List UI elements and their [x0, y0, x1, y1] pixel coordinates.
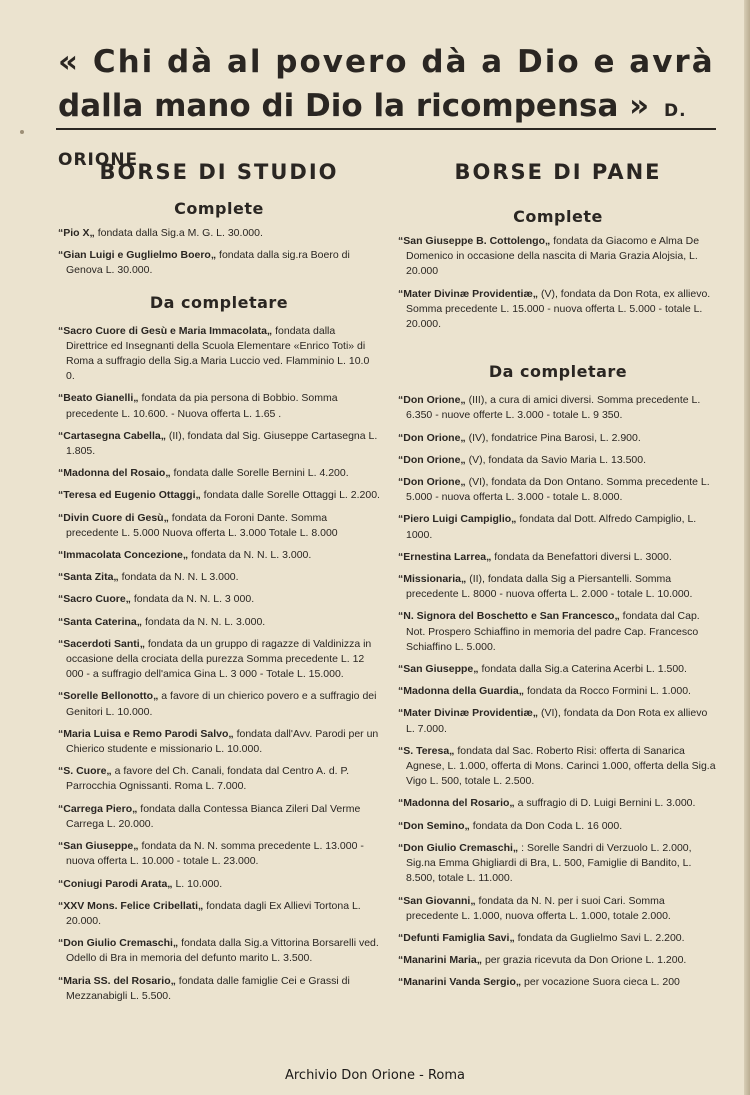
list-item [58, 248, 380, 278]
entry-name: “Carrega Piero„ [58, 802, 138, 815]
entry-name: “Defunti Famiglia Savi„ [398, 931, 515, 944]
entry-name: “San Giuseppe B. Cottolengo„ [398, 235, 551, 247]
entry-name: “Sacerdoti Santi„ [58, 637, 145, 650]
list-item [398, 953, 718, 968]
entry-text: (II), fondata dalla Sig a Piersantelli. Somma precedente L. 8000 - nuova offerta L. 2.000 - totale L. 10.000. [406, 573, 693, 601]
list-item [58, 592, 380, 607]
entry-text: fondata da N. N. per i suoi Cari. Somma precedente L. 1.000, nuova offerta L. 1.000, totale 2.000. [406, 894, 671, 922]
list-item [398, 706, 718, 736]
entry-text: fondata da Rocco Formini L. 1.000. [526, 685, 691, 698]
entry-name: “Immacolata Concezione„ [58, 549, 189, 562]
entry-text: L. 10.000. [175, 877, 223, 890]
list-item [58, 877, 380, 892]
entry-name: “Sorelle Bellonotto„ [58, 690, 159, 703]
entry-text: (III), a cura di amici diversi. Somma precedente L. 6.350 - nuove offerte L. 3.000 - totale L. 9 350. [406, 394, 701, 422]
list-item [398, 393, 718, 423]
entry-name: “San Giuseppe„ [398, 663, 479, 676]
entry-text: fondata da N. N. somma precedente L. 13.000 - nuova offerta L. 10.000 - totale L. 23.000. [66, 840, 364, 868]
entry-name: “Gian Luigi e Guglielmo Boero„ [58, 249, 217, 262]
list-item [58, 936, 380, 966]
archive-footer: Archivio Don Orione - Roma [284, 1068, 466, 1083]
entry-text: fondata dal Dott. Alfredo Campiglio, L. 1000. [406, 513, 697, 541]
column-borse-di-studio [58, 155, 380, 1011]
entry-name: “Don Semino„ [398, 819, 470, 832]
list-item [398, 572, 718, 602]
entry-text: (II), fondata dal Sig. Giuseppe Cartasegna L. 1.805. [66, 429, 378, 458]
header-rule [56, 128, 716, 130]
entry-name: “Cartasegna Cabella„ [58, 429, 166, 442]
list-item [398, 841, 718, 887]
entry-name: “Ernestina Larrea„ [398, 550, 492, 563]
entry-text: fondata dalle famiglie Cei e Grassi di Mezzanabigli L. 5.500. [66, 974, 350, 1002]
list-item [58, 764, 380, 794]
entry-text: fondata dalla sig.ra Boero di Genova L. 30.000. [66, 249, 350, 277]
entry-name: “XXV Mons. Felice Cribellati„ [58, 899, 204, 912]
section-title-complete: Complete [174, 199, 264, 218]
entry-text: a suffragio di D. Luigi Bernini L. 3.000. [517, 797, 696, 810]
section-title-pending: Da completare [488, 362, 628, 382]
list-item [398, 662, 718, 677]
list-item [58, 899, 380, 929]
list-item [398, 819, 718, 834]
column-borse-di-pane [398, 155, 718, 998]
motto-line-1: « Chi dà al povero dà a Dio e avrà [58, 44, 715, 80]
entry-text: fondata dalla Sig.a Vittorina Borsarelli ved. Odello di Bra in memoria del defunto marito L. 3.500. [66, 937, 379, 965]
entry-name: “Santa Zita„ [58, 571, 119, 584]
entry-name: “Don Orione„ [398, 453, 466, 466]
entry-text: (VI), fondata da Don Ontano. Somma precedente L. 5.000 - nuova offerta L. 3.000 - totale L. 8.000. [406, 476, 710, 504]
list-item [58, 429, 380, 459]
entry-text: fondata dall'Avv. Parodi per un Chierico studente e missionario L. 10.000. [66, 727, 379, 756]
motto-line-2-text: dalla mano di Dio la ricompensa » [58, 88, 650, 124]
entry-name: “Don Giulio Cremaschi„ [398, 841, 519, 854]
pending-list [398, 393, 718, 990]
entry-text: a favore di un chierico povero e a suffragio dei Genitori L. 10.000. [66, 690, 377, 718]
paper-spot [20, 130, 24, 134]
entry-name: “Mater Divinæ Providentiæ„ [398, 707, 539, 720]
entry-name: “Santa Caterina„ [58, 615, 143, 628]
entry-name: “Don Giulio Cremaschi„ [58, 937, 179, 950]
list-item [398, 234, 718, 280]
entry-text: fondata da Benefattori diversi L. 3000. [494, 550, 672, 563]
section-title-pending: Da completare [149, 292, 289, 312]
list-item [398, 796, 718, 811]
entry-text: fondata dal Cap. Not. Prospero Schiaffino in memoria del padre Cap. Francesco Schiaffino L. 5.000. [406, 610, 700, 653]
entry-name: “Beato Gianelli„ [58, 392, 139, 405]
column-title: BORSE DI PANE [454, 160, 662, 184]
list-item [398, 550, 718, 565]
list-item [398, 894, 718, 924]
column-title: BORSE DI STUDIO [99, 160, 339, 184]
list-item [58, 488, 380, 503]
entry-name: “Coniugi Parodi Arata„ [58, 877, 173, 890]
list-item [58, 802, 380, 832]
entry-name: “Divin Cuore di Gesù„ [58, 511, 169, 524]
list-item [398, 744, 718, 790]
list-item [58, 226, 380, 241]
entry-name: “Madonna del Rosario„ [398, 797, 515, 810]
entry-name: “S. Teresa„ [398, 744, 455, 757]
entry-text: fondata dagli Ex Allievi Tortona L. 20.000. [66, 899, 361, 927]
entry-text: fondata da N. N. L. 3 000. [133, 593, 255, 606]
list-item [398, 512, 718, 542]
section-title-complete: Complete [513, 207, 603, 226]
list-item [58, 727, 380, 757]
entry-name: “Pio X„ [58, 227, 95, 239]
entry-text: (V), fondata da Don Rota, ex allievo. Somma precedente L. 15.000 - nuova offerta L. 5.000 - totale L. 20.000. [406, 287, 711, 331]
list-item [58, 570, 380, 585]
list-item [58, 637, 380, 683]
list-item [58, 324, 380, 385]
entry-text: fondata da un gruppo di ragazze di Valdinizza in occasione della crociata della purezza Somma precedente L. 12 000 - a suffragio dell'amica Gina L. 3 000 - Totale L. 15.000. [66, 637, 372, 681]
entry-text: fondata dalle Sorelle Bernini L. 4.200. [173, 467, 349, 480]
entry-name: “Teresa ed Eugenio Ottaggi„ [58, 489, 201, 502]
entry-name: “San Giuseppe„ [58, 840, 139, 853]
pending-list [58, 324, 380, 1004]
complete-list [398, 234, 718, 332]
entry-text: (IV), fondatrice Pina Barosi, L. 2.900. [468, 431, 641, 444]
entry-text: fondata da N. N. L 3.000. [121, 571, 239, 584]
entry-name: “Maria SS. del Rosario„ [58, 974, 176, 987]
entry-text: per grazia ricevuta da Don Orione L. 1.200. [484, 954, 687, 967]
list-item [398, 287, 718, 333]
entry-text: fondata da N. N. L. 3.000. [191, 549, 312, 562]
entry-name: “Mater Divinæ Providentiæ„ [398, 287, 539, 300]
entry-name: “Sacro Cuore„ [58, 593, 131, 606]
entry-name: “Piero Luigi Campiglio„ [398, 513, 517, 526]
entry-text: fondata dalla Contessa Bianca Zileri Dal Verme Carrega L. 20.000. [66, 802, 361, 830]
entry-text: fondata da Don Coda L. 16 000. [472, 819, 623, 832]
list-item [398, 431, 718, 446]
entry-text: fondata da pia persona di Bobbio. Somma precedente L. 10.600. - Nuova offerta L. 1.65 . [66, 392, 338, 420]
list-item [58, 615, 380, 630]
entry-text: a favore del Ch. Canali, fondata dal Centro A. d. P. Parrocchia Ognissanti. Roma L. 7.000. [66, 765, 350, 793]
entry-name: “Manarini Maria„ [398, 954, 483, 967]
list-item [58, 511, 380, 541]
entry-name: “Maria Luisa e Remo Parodi Salvo„ [58, 727, 234, 740]
entry-name: “Sacro Cuore di Gesù e Maria Immacolata„ [58, 324, 273, 337]
list-item [398, 931, 718, 946]
list-item [58, 689, 380, 719]
list-item [58, 548, 380, 563]
list-item [398, 475, 718, 505]
list-item [398, 975, 718, 990]
entry-text: fondata dalla Sig.a M. G. L. 30.000. [97, 227, 263, 239]
entry-name: “Don Orione„ [398, 476, 466, 489]
entry-name: “Manarini Vanda Sergio„ [398, 976, 522, 989]
entry-text: (V), fondata da Savio Maria L. 13.500. [468, 453, 647, 466]
entry-name: “San Giovanni„ [398, 894, 476, 907]
entry-text: fondata dal Sac. Roberto Risi: offerta di Sanarica Agnese, L. 1.000, offerta di Mons. Carinci 1.000, offerta della Sig.a Vigo L. 500, totale L. 2.500. [406, 744, 716, 788]
entry-text: fondata da Giacomo e Alma De Domenico in occasione della nascita di Maria Grazia Alojsia, L. 20.000 [406, 235, 700, 278]
list-item [58, 974, 380, 1004]
entry-text: per vocazione Suora cieca L. 200 [524, 976, 680, 989]
complete-list [58, 226, 380, 279]
entry-text: fondata dalla Direttrice ed Insegnanti della Scuola Elementare «Enrico Toti» di Roma a suffragio della Sig.a Maria Luccio ved. Flamminio L. 10.0 0. [66, 324, 370, 383]
list-item [398, 609, 718, 655]
list-item [398, 684, 718, 699]
list-item [58, 466, 380, 481]
entry-text: (VI), fondata da Don Rota ex allievo L. 7.000. [406, 707, 708, 735]
list-item [398, 453, 718, 468]
motto-signature: D. ORIONE [58, 101, 687, 170]
list-item [58, 391, 380, 421]
entry-text: fondata da Guglielmo Savi L. 2.200. [517, 931, 685, 944]
entry-text: fondata da Foroni Dante. Somma precedente L. 5.000 Nuova offerta L. 3.000 Totale L. 8.000 [66, 511, 338, 539]
list-item [58, 839, 380, 869]
page-edge [744, 0, 750, 1095]
entry-name: “Don Orione„ [398, 431, 466, 444]
entry-name: “Don Orione„ [398, 394, 466, 407]
entry-text: fondata dalla Sig.a Caterina Acerbi L. 1.500. [481, 663, 687, 676]
entry-text: : Sorelle Sandri di Verzuolo L. 2.000, Sig.na Emma Ghigliardi di Bra, L. 500, Famiglie di Bandito, L. 8.500, totale L. 11.000. [406, 841, 692, 885]
entry-name: “Madonna della Guardia„ [398, 685, 525, 698]
entry-name: “Madonna del Rosaio„ [58, 467, 171, 480]
entry-text: fondata da N. N. L. 3.000. [144, 615, 266, 628]
entry-name: “N. Signora del Boschetto e San Francesco„ [398, 610, 620, 623]
entry-name: “Missionaria„ [398, 573, 467, 586]
entry-text: fondata dalle Sorelle Ottaggi L. 2.200. [203, 489, 380, 502]
entry-name: “S. Cuore„ [58, 765, 112, 778]
